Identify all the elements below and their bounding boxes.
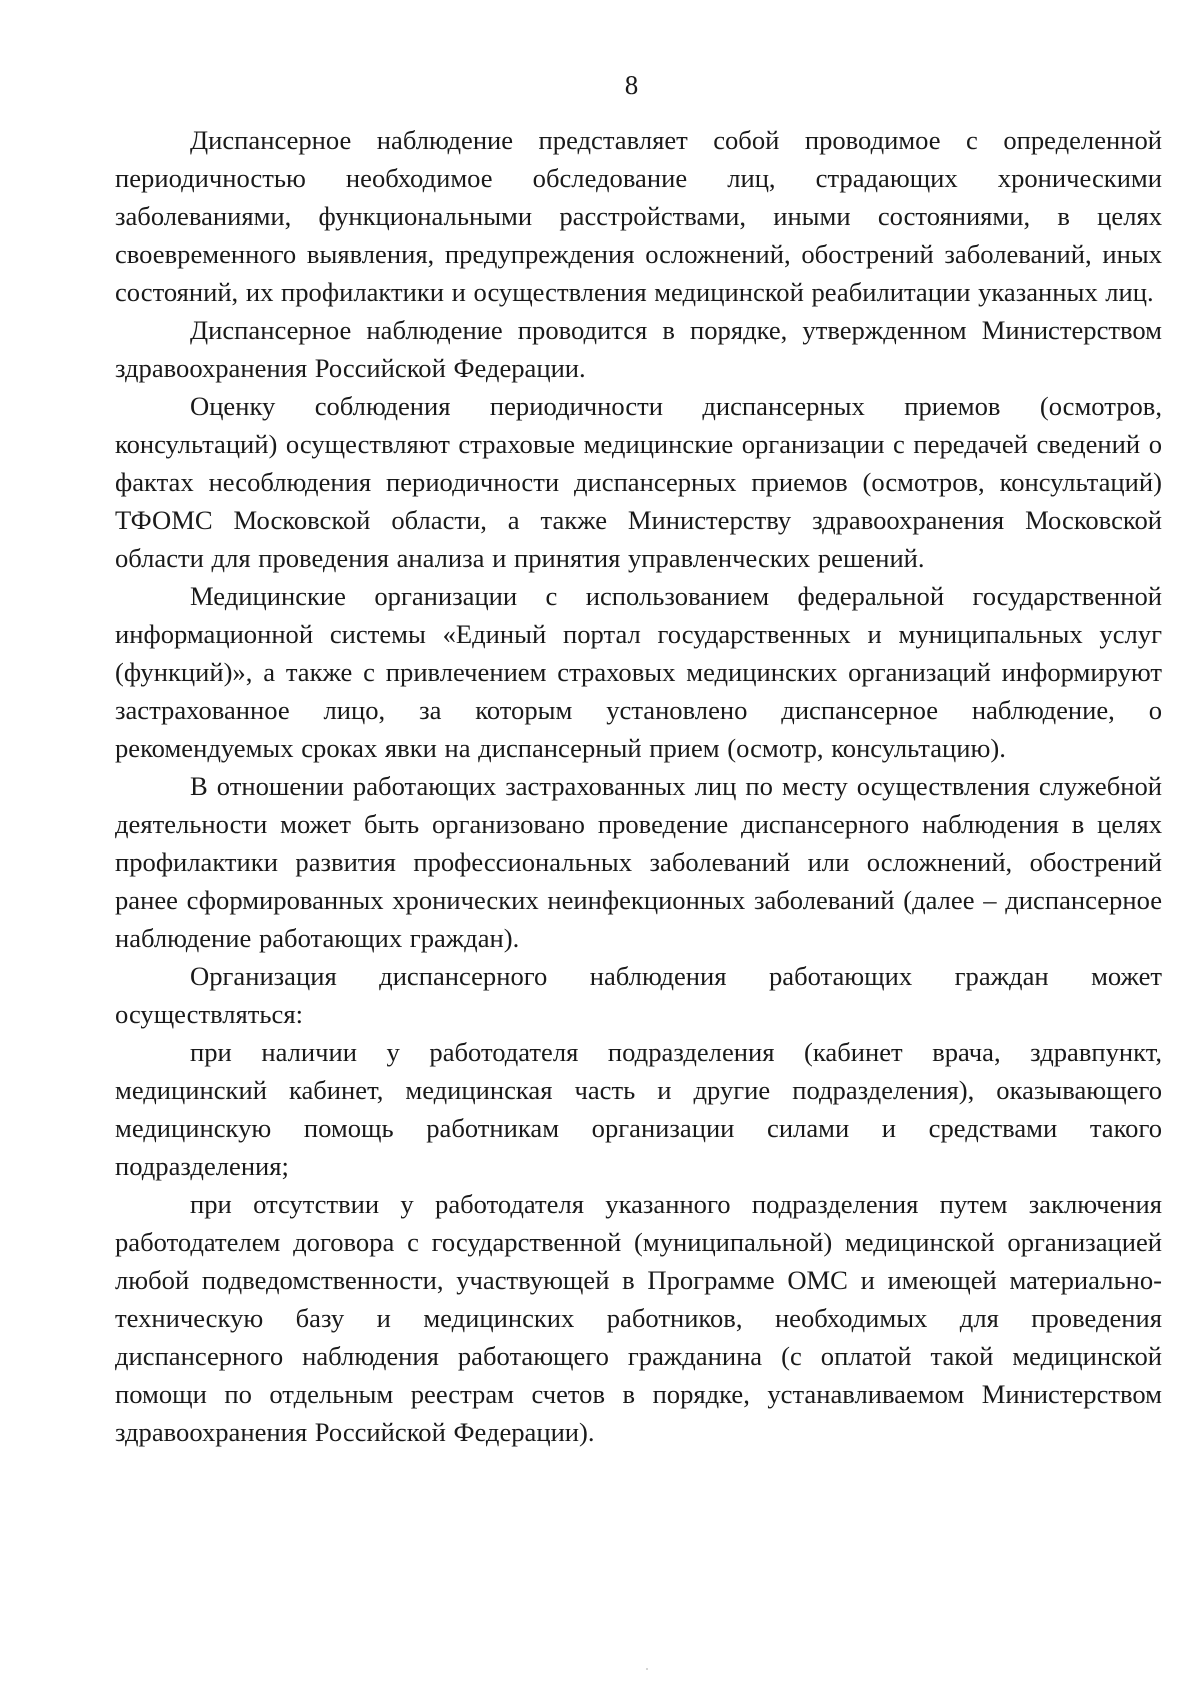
scan-speck [646,1668,648,1670]
paragraph-informing-insured: Медицинские организации с использованием федеральной государственной информационной системы «Единый портал государственных и муниципальных услуг (функций)», а также с привлечением страховых медицинских организаций информируют застрахованное лицо, за которым установлено диспансерное наблюдение, о рекомендуемых сроках явки на диспансерный прием (осмотр, консультацию). [115,581,1162,763]
paragraph-periodicity-assessment: Оценку соблюдения периодичности диспансерных приемов (осмотров, консультаций) осуществляют страховые медицинские организации с передачей сведений о фактах несоблюдения периодичности диспансерных приемов (осмотров, консультаций) ТФОМС Московской области, а также Министерству здравоохранения Московской области для проведения анализа и принятия управленческих решений. [115,391,1162,573]
paragraph-employer-unit-present: при наличии у работодателя подразделения (кабинет врача, здравпункт, медицинский кабинет, медицинская часть и другие подразделения), оказывающего медицинскую помощь работникам организации силами и средствами такого подразделения; [115,1037,1162,1181]
paragraph-working-citizens: В отношении работающих застрахованных лиц по месту осуществления служебной деятельности может быть организовано проведение диспансерного наблюдения в целях профилактики развития профессиональных заболеваний или осложнений, обострений ранее сформированных хронических неинфекционных заболеваний (далее – диспансерное наблюдение работающих граждан). [115,771,1162,953]
document-body [115,121,1162,1451]
paragraph-organization: Организация диспансерного наблюдения работающих граждан может осуществляться: [115,961,1162,1029]
paragraph-dispensary-procedure: Диспансерное наблюдение проводится в порядке, утвержденном Министерством здравоохранения Российской Федерации. [115,315,1162,383]
paragraph-dispensary-definition: Диспансерное наблюдение представляет собой проводимое с определенной периодичностью необходимое обследование лиц, страдающих хроническими заболеваниями, функциональными расстройствами, иными состояниями, в целях своевременного выявления, предупреждения осложнений, обострений заболеваний, иных состояний, их профилактики и осуществления медицинской реабилитации указанных лиц. [115,125,1162,307]
paragraph-employer-unit-absent: при отсутствии у работодателя указанного подразделения путем заключения работодателем договора с государственной (муниципальной) медицинской организацией любой подведомственности, участвующей в Программе ОМС и имеющей материально-техническую базу и медицинских работников, необходимых для проведения диспансерного наблюдения работающего гражданина (с оплатой такой медицинской помощи по отдельным реестрам счетов в порядке, устанавливаемом Министерством здравоохранения Российской Федерации). [115,1189,1162,1447]
page-number: 8 [624,70,639,100]
